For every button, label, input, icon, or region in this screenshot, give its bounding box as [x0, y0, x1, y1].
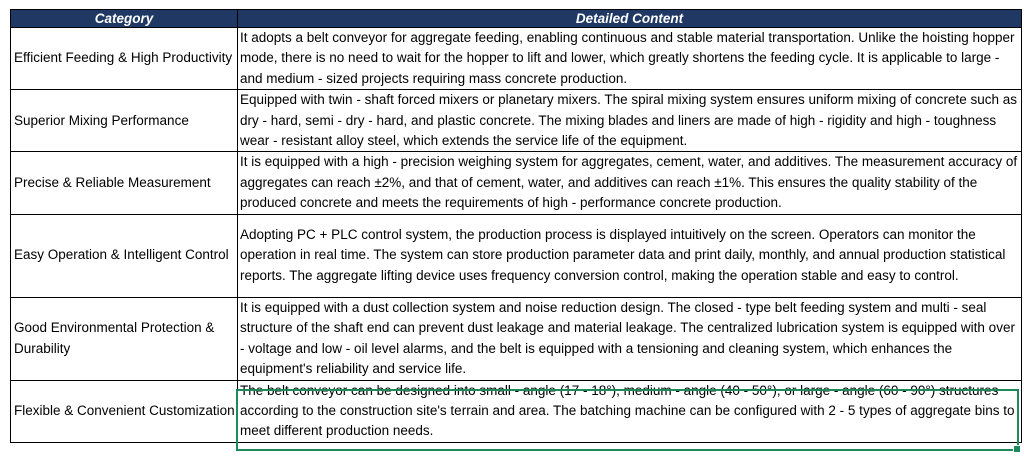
content-cell-selected[interactable]: The belt conveyor can be designed into small - angle (17 - 18°), medium - angle (40 - 50°), or large - angle (60 - 90°) structures according to the construction site's terrain and area. The batching machine can be configured with 2 - 5 types of aggregate bins to meet different production needs.: [238, 380, 1022, 442]
category-cell[interactable]: Flexible & Convenient Customization: [11, 380, 238, 442]
fill-handle[interactable]: [1013, 445, 1021, 453]
category-cell[interactable]: Efficient Feeding & High Productivity: [11, 28, 238, 90]
table-row: [11, 297, 1022, 380]
table-row: [11, 380, 1022, 442]
table-row: [11, 28, 1022, 90]
category-cell[interactable]: Superior Mixing Performance: [11, 90, 238, 152]
content-cell[interactable]: Equipped with twin - shaft forced mixers or planetary mixers. The spiral mixing system ensures uniform mixing of concrete such as dry - hard, semi - dry - hard, and plastic concrete. The mixing blades and liners are made of high - rigidity and high - toughness wear - resistant alloy steel, which extends the service life of the equipment.: [238, 90, 1022, 152]
content-cell[interactable]: It adopts a belt conveyor for aggregate feeding, enabling continuous and stable material transportation. Unlike the hoisting hopper mode, there is no need to wait for the hopper to lift and lower, which greatly shortens the feeding cycle. It is applicable to large - and medium - sized projects requiring mass concrete production.: [238, 28, 1022, 90]
feature-table: [10, 9, 1022, 443]
content-cell[interactable]: It is equipped with a high - precision weighing system for aggregates, cement, water, and additives. The measurement accuracy of aggregates can reach ±2%, and that of cement, water, and additives can reach ±1%. This ensures the quality stability of the produced concrete and meets the requirements of high - performance concrete production.: [238, 152, 1022, 214]
table-row: [11, 214, 1022, 297]
table-row: [11, 90, 1022, 152]
header-row: [11, 10, 1022, 28]
header-cell-content[interactable]: Detailed Content: [238, 10, 1022, 28]
table-row: [11, 152, 1022, 214]
content-cell[interactable]: It is equipped with a dust collection system and noise reduction design. The closed - type belt feeding system and multi - seal structure of the shaft end can prevent dust leakage and material leakage. The centralized lubrication system is equipped with over - voltage and low - oil level alarms, and the belt is equipped with a tensioning and cleaning system, which enhances the equipment's reliability and service life.: [238, 297, 1022, 380]
category-cell[interactable]: Precise & Reliable Measurement: [11, 152, 238, 214]
content-cell[interactable]: Adopting PC + PLC control system, the production process is displayed intuitively on the screen. Operators can monitor the operation in real time. The system can store production parameter data and print daily, monthly, and annual production statistical reports. The aggregate lifting device uses frequency conversion control, making the operation stable and easy to control.: [238, 214, 1022, 297]
category-cell[interactable]: Easy Operation & Intelligent Control: [11, 214, 238, 297]
header-cell-category[interactable]: Category: [11, 10, 238, 28]
category-cell[interactable]: Good Environmental Protection & Durability: [11, 297, 238, 380]
